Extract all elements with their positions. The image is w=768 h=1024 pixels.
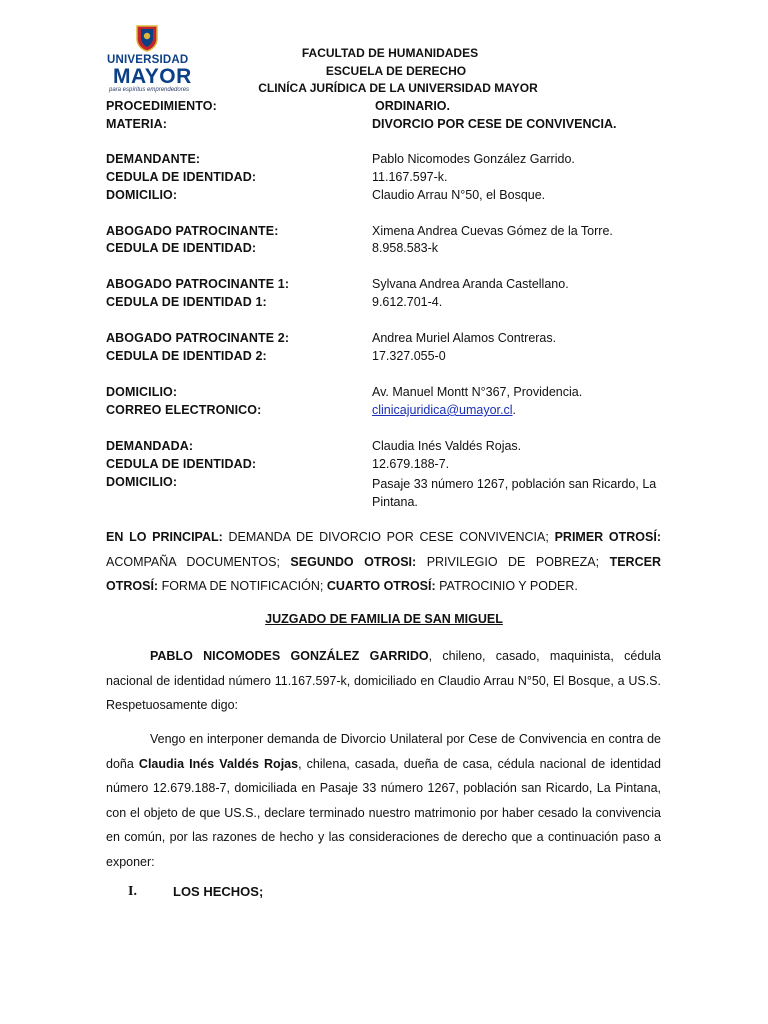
intro-text: , chileno, casado, maquinista, cédula nacional de identidad número 11.167.597-k, domiciliado en Claudio Arrau N°50, El Bosque, a US.S. Respetuosamente digo: [106,649,661,712]
label-demandante: DEMANDANTE: [106,152,201,166]
summary-segundo-text: PRIVILEGIO DE POBREZA; [416,554,610,569]
value-abogado-2: Andrea Muriel Alamos Contreras. [372,331,557,345]
header-school: ESCUELA DE DERECHO [325,64,467,78]
header-clinic: CLINÍCA JURÍDICA DE LA UNIVERSIDAD MAYOR [258,81,538,95]
label-domicilio: DOMICILIO: [106,385,178,399]
logo-tagline: para espíritus emprendedores [109,87,190,93]
logo-line-1: UNIVERSIDAD [107,54,189,66]
header-faculty: FACULTAD DE HUMANIDADES [301,46,479,60]
summary-segundo-label: SEGUNDO OTROSI: [290,554,417,569]
label-demandante-domicilio: DOMICILIO: [106,188,178,202]
value-correo [372,403,516,417]
summary-primer-label: PRIMER OTROSÍ: [554,530,661,544]
value-demandante-ci: 11.167.597-k. [372,170,448,184]
section-title: LOS HECHOS; [173,884,264,899]
summary-principal-label: EN LO PRINCIPAL: [106,530,223,544]
value-demandada: Claudia Inés Valdés Rojas. [372,439,522,453]
section-number: I. [128,884,137,899]
value-abogado-2-ci: 17.327.055-0 [372,349,446,363]
value-abogado-ci: 8.958.583-k [372,241,439,255]
summary-primer-text: ACOMPAÑA DOCUMENTOS; [106,554,291,569]
label-demandada: DEMANDADA: [106,439,194,453]
summary-tercer-text: FORMA DE NOTIFICACIÓN; [158,579,327,593]
value-demandada-ci: 12.679.188-7. [372,457,450,471]
intro-paragraph [106,644,661,718]
label-materia: MATERIA: [106,117,167,131]
value-demandante-domicilio: Claudio Arrau N°50, el Bosque. [372,188,546,202]
court-title: JUZGADO DE FAMILIA DE SAN MIGUEL [265,612,503,626]
label-abogado: ABOGADO PATROCINANTE: [106,224,279,238]
value-procedimiento: ORDINARIO. [375,99,450,113]
summary-cuarto-text: PATROCINIO Y PODER. [435,579,578,593]
email-link[interactable]: clinicajuridica@umayor.cl [372,403,513,417]
label-correo: CORREO ELECTRONICO: [106,403,262,417]
label-abogado-2-ci: CEDULA DE IDENTIDAD 2: [106,349,267,363]
value-materia: DIVORCIO POR CESE DE CONVIVENCIA. [372,117,617,131]
intro-name: PABLO NICOMODES GONZÁLEZ GARRIDO [150,649,429,663]
value-demandante: Pablo Nicomodes González Garrido. [372,152,575,166]
summary-cuarto-label: CUARTO OTROSÍ: [326,579,436,593]
label-abogado-1: ABOGADO PATROCINANTE 1: [106,277,290,291]
summary-paragraph [106,525,661,599]
body-name: Claudia Inés Valdés Rojas [138,756,299,771]
value-abogado-1-ci: 9.612.701-4. [372,295,443,309]
logo-line-2: MAYOR [113,65,192,88]
label-procedimiento: PROCEDIMIENTO: [106,99,217,113]
label-demandada-domicilio: DOMICILIO: [106,475,178,489]
value-domicilio: Av. Manuel Montt N°367, Providencia. [372,385,583,399]
summary-principal-text: DEMANDA DE DIVORCIO POR CESE CONVIVENCIA; [222,530,555,544]
email-suffix: . [512,403,516,417]
value-abogado: Ximena Andrea Cuevas Gómez de la Torre. [372,224,613,238]
value-abogado-1: Sylvana Andrea Aranda Castellano. [372,277,569,291]
label-demandada-ci: CEDULA DE IDENTIDAD: [106,457,257,471]
value-demandada-domicilio: Pasaje 33 número 1267, población san Ricardo, La Pintana. [372,477,657,509]
body-text-b: , chilena, casada, dueña de casa, cédula nacional de identidad número 12.679.188-7, domiciliada en Pasaje 33 número 1267, población san Ricardo, La Pintana, con el objeto de que US.S., declare terminado nuestro matrimonio por haber cesado la convivencia en común, por las razones de hecho y las consideraciones de derecho que a continuación paso a exponer: [106,756,661,869]
body-text-a: Vengo en interponer demanda de Divorcio Unilateral por Cese de Convivencia en contra de doña [106,732,661,771]
label-abogado-2: ABOGADO PATROCINANTE 2: [106,331,290,345]
label-demandante-ci: CEDULA DE IDENTIDAD: [106,170,257,184]
body-paragraph [106,727,661,874]
summary-tercer-label: TERCER OTROSÍ: [106,554,661,593]
label-abogado-ci: CEDULA DE IDENTIDAD: [106,241,257,255]
label-abogado-1-ci: CEDULA DE IDENTIDAD 1: [106,295,267,309]
